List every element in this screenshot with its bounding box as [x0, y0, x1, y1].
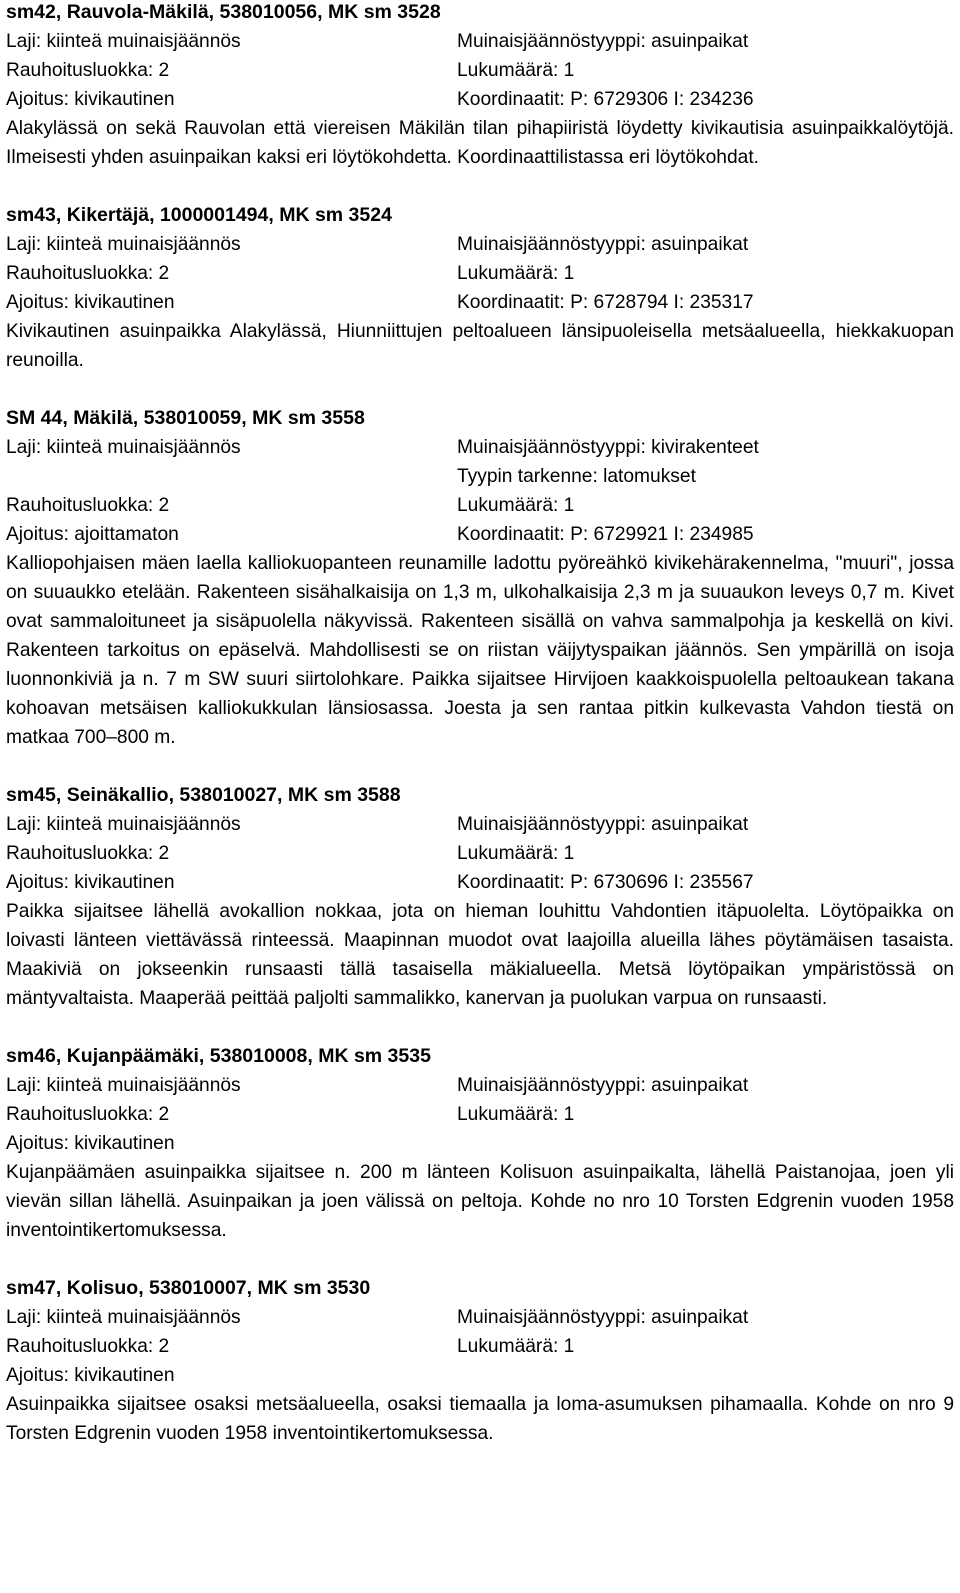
count: Lukumäärä: 1	[457, 1336, 575, 1357]
entry-description: Kujanpäämäen asuinpaikka sijaitsee n. 200 m länteen Kolisuon asuinpaikalta, lähellä Paistanojaa, joen yli vievän sillan lähellä. Asuinpaikan ja joen välissä on peltoja. Kohde no nro 10 Torsten Edgrenin vuoden 1958 inventointikertomuksessa.	[6, 1162, 954, 1241]
site-type: Muinaisjäännöstyyppi: asuinpaikat	[457, 31, 749, 52]
entry-row	[6, 1303, 954, 1332]
site-entry-sm47	[6, 1274, 954, 1448]
site-entry-sm43	[6, 201, 954, 375]
entry-row	[6, 259, 954, 288]
dating: Ajoitus: kivikautinen	[6, 872, 175, 893]
protection-class: Rauhoitusluokka: 2	[6, 495, 170, 516]
protection-class: Rauhoitusluokka: 2	[6, 1104, 170, 1125]
entry-row	[6, 288, 954, 317]
entry-description: Alakylässä on sekä Rauvolan että viereisen Mäkilän tilan pihapiiristä löydetty kivikautisia asuinpaikkalöytöjä. Ilmeisesti yhden asuinpaikan kaksi eri löytökohdetta. Koordinaattilistassa eri löytökohdat.	[6, 118, 954, 168]
count: Lukumäärä: 1	[457, 263, 575, 284]
coordinates	[457, 1129, 954, 1158]
site-type: Muinaisjäännöstyyppi: kivirakenteet	[457, 437, 759, 458]
site-type: Muinaisjäännöstyyppi: asuinpaikat	[457, 234, 749, 255]
type-label: Laji: kiinteä muinaisjäännös	[6, 814, 241, 835]
entry-description: Kivikautinen asuinpaikka Alakylässä, Hiunniittujen peltoalueen länsipuoleisella metsäalueella, hiekkakuopan reunoilla.	[6, 321, 954, 371]
dating: Ajoitus: ajoittamaton	[6, 524, 179, 545]
entry-row	[6, 1332, 954, 1361]
entry-row	[6, 491, 954, 520]
entry-row	[6, 230, 954, 259]
entry-description: Paikka sijaitsee lähellä avokallion nokkaa, jota on hieman louhittu Vahdontien itäpuolelta. Löytöpaikka on loivasti länteen viettävässä rinteessä. Maapinnan muodot ovat laajoilla alueilla lähes pöytämäisen tasaista. Maakiviä on jokseenkin runsaasti tällä tasaisella mäkialueella. Metsä löytöpaikan ympäristössä on mäntyvaltaista. Maaperää peittää paljolti sammalikko, kanervan ja puolukan varpua on runsaasti.	[6, 901, 954, 1009]
type-label: Laji: kiinteä muinaisjäännös	[6, 1075, 241, 1096]
coordinates: Koordinaatit: P: 6728794 I: 235317	[457, 292, 754, 313]
site-entry-sm42	[6, 0, 954, 172]
entry-row	[6, 520, 954, 549]
entry-row	[6, 56, 954, 85]
count: Lukumäärä: 1	[457, 1104, 575, 1125]
protection-class: Rauhoitusluokka: 2	[6, 263, 170, 284]
entry-title: sm47, Kolisuo, 538010007, MK sm 3530	[6, 1277, 371, 1299]
entry-title: SM 44, Mäkilä, 538010059, MK sm 3558	[6, 407, 365, 429]
type-label: Laji: kiinteä muinaisjäännös	[6, 31, 241, 52]
entry-row	[6, 1100, 954, 1129]
entry-title: sm43, Kikertäjä, 1000001494, MK sm 3524	[6, 204, 392, 226]
site-entry-sm45	[6, 781, 954, 1013]
entry-row	[6, 1071, 954, 1100]
count: Lukumäärä: 1	[457, 843, 575, 864]
protection-class: Rauhoitusluokka: 2	[6, 60, 170, 81]
entry-description: Asuinpaikka sijaitsee osaksi metsäalueella, osaksi tiemaalla ja loma-asumuksen pihamaalla. Kohde on nro 9 Torsten Edgrenin vuoden 1958 inventointikertomuksessa.	[6, 1394, 954, 1444]
coordinates: Koordinaatit: P: 6729306 I: 234236	[457, 89, 754, 110]
type-refinement: Tyypin tarkenne: latomukset	[457, 466, 696, 487]
dating: Ajoitus: kivikautinen	[6, 1133, 175, 1154]
entry-row	[6, 27, 954, 56]
site-type: Muinaisjäännöstyyppi: asuinpaikat	[457, 814, 749, 835]
spacer	[6, 462, 457, 491]
entry-row	[6, 810, 954, 839]
dating: Ajoitus: kivikautinen	[6, 89, 175, 110]
coordinates: Koordinaatit: P: 6729921 I: 234985	[457, 524, 754, 545]
protection-class: Rauhoitusluokka: 2	[6, 1336, 170, 1357]
entry-title: sm42, Rauvola-Mäkilä, 538010056, MK sm 3528	[6, 1, 441, 23]
coordinates	[457, 1361, 954, 1390]
count: Lukumäärä: 1	[457, 60, 575, 81]
entry-row	[6, 839, 954, 868]
protection-class: Rauhoitusluokka: 2	[6, 843, 170, 864]
entry-row	[6, 1361, 954, 1390]
entry-description: Kalliopohjaisen mäen laella kalliokuopanteen reunamille ladottu pyöreähkö kivikehärakennelma, "muuri", jossa on suuaukko etelään. Rakenteen sisähalkaisija on 1,3 m, ulkohalkaisija 2,3 m ja suuaukon leveys 0,7 m. Kivet ovat sammaloituneet ja sisäpuolella näkyvissä. Rakenteen sisällä on vahva sammalpohja ja keskellä on kivi. Rakenteen tarkoitus on epäselvä. Mahdollisesti se on riistan väijytyspaikan jäännös. Sen ympärillä on isoja luonnonkiviä ja n. 7 m SW suuri siirtolohkare. Paikka sijaitsee Hirvijoen kaakkoispuolella peltoaukean takana kohoavan metsäisen kalliokukkulan länsiosassa. Joesta ja sen rantaa pitkin kulkevasta Vahdon tiestä on matkaa 700–800 m.	[6, 553, 954, 748]
type-label: Laji: kiinteä muinaisjäännös	[6, 437, 241, 458]
entry-title: sm45, Seinäkallio, 538010027, MK sm 3588	[6, 784, 401, 806]
entry-row	[6, 433, 954, 462]
dating: Ajoitus: kivikautinen	[6, 1365, 175, 1386]
site-type: Muinaisjäännöstyyppi: asuinpaikat	[457, 1307, 749, 1328]
site-type: Muinaisjäännöstyyppi: asuinpaikat	[457, 1075, 749, 1096]
site-entry-sm46	[6, 1042, 954, 1245]
coordinates: Koordinaatit: P: 6730696 I: 235567	[457, 872, 754, 893]
entry-row	[6, 85, 954, 114]
site-entry-sm44	[6, 404, 954, 752]
dating: Ajoitus: kivikautinen	[6, 292, 175, 313]
type-label: Laji: kiinteä muinaisjäännös	[6, 234, 241, 255]
entry-row	[6, 1129, 954, 1158]
entry-title: sm46, Kujanpäämäki, 538010008, MK sm 3535	[6, 1045, 431, 1067]
type-label: Laji: kiinteä muinaisjäännös	[6, 1307, 241, 1328]
count: Lukumäärä: 1	[457, 495, 575, 516]
entry-row	[6, 868, 954, 897]
entry-row	[6, 462, 954, 491]
